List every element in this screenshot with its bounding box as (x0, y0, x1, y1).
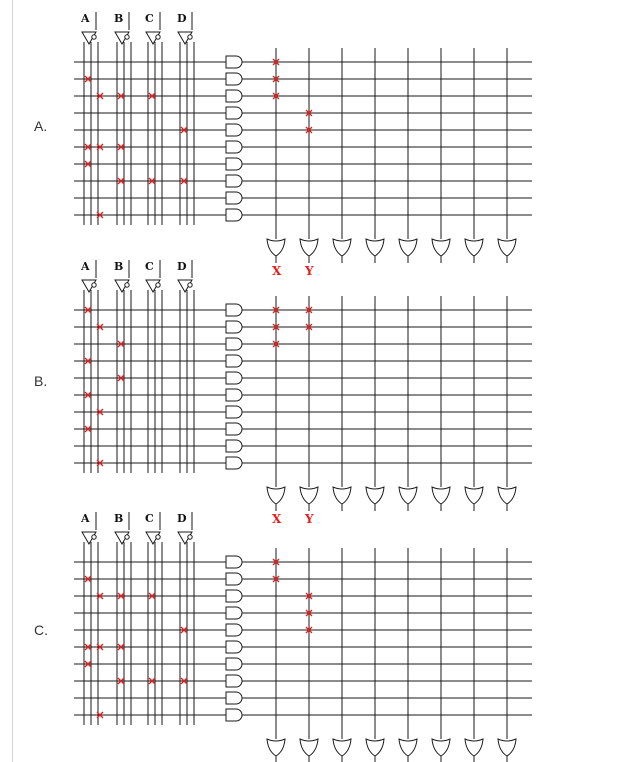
and-gate (226, 573, 242, 585)
inverter-bubble (92, 535, 96, 539)
and-gate (226, 372, 242, 384)
and-gate (226, 423, 242, 435)
or-gate (432, 239, 450, 256)
input-label: D (177, 12, 187, 25)
option-a-pla-diagram[interactable] (66, 10, 536, 278)
and-gate (226, 658, 242, 670)
option-c-label: C. (34, 622, 48, 638)
or-gate (333, 487, 351, 504)
question-left-border (12, 0, 13, 762)
inverter-bubble (92, 283, 96, 287)
and-gate (226, 624, 242, 636)
and-gate (226, 56, 242, 68)
or-gate (432, 739, 450, 756)
and-gate (226, 556, 242, 568)
input-label: D (177, 512, 187, 525)
and-gate (226, 590, 242, 602)
input-label: A (81, 512, 90, 525)
or-gate (333, 239, 351, 256)
and-gate (226, 158, 242, 170)
and-gate (226, 124, 242, 136)
and-gate (226, 321, 242, 333)
and-gate (226, 304, 242, 316)
or-gate (399, 239, 417, 256)
output-label: Y (305, 264, 314, 278)
input-label: C (145, 512, 154, 525)
or-gate (300, 739, 318, 756)
inverter-bubble (156, 283, 160, 287)
and-gate (226, 90, 242, 102)
or-gate (498, 487, 516, 504)
and-gate (226, 440, 242, 452)
and-gate (226, 406, 242, 418)
and-gate (226, 692, 242, 704)
inverter-bubble (188, 35, 192, 39)
output-label: X (272, 512, 282, 526)
input-label: B (114, 260, 124, 273)
and-gate (226, 675, 242, 687)
and-gate (226, 107, 242, 119)
and-gate (226, 338, 242, 350)
and-gate (226, 457, 242, 469)
or-gate (300, 239, 318, 256)
and-gate (226, 175, 242, 187)
or-gate (366, 739, 384, 756)
inverter-bubble (156, 35, 160, 39)
output-label: X (272, 264, 282, 278)
input-label: B (114, 12, 124, 25)
inverter-bubble (125, 535, 129, 539)
and-gate (226, 141, 242, 153)
or-gate (498, 239, 516, 256)
input-label: C (145, 12, 154, 25)
output-label: Y (305, 512, 314, 526)
or-gate (267, 239, 285, 256)
and-gate (226, 192, 242, 204)
or-gate (465, 739, 483, 756)
or-gate (267, 487, 285, 504)
input-label: A (81, 260, 90, 273)
and-gate (226, 355, 242, 367)
or-gate (465, 239, 483, 256)
and-gate (226, 641, 242, 653)
or-gate (432, 487, 450, 504)
input-label: A (81, 12, 90, 25)
or-gate (465, 487, 483, 504)
input-label: C (145, 260, 154, 273)
inverter-bubble (188, 535, 192, 539)
inverter-bubble (125, 35, 129, 39)
option-b-pla-diagram[interactable] (66, 258, 526, 526)
input-label: D (177, 260, 187, 273)
or-gate (399, 739, 417, 756)
inverter-bubble (92, 35, 96, 39)
and-gate (226, 607, 242, 619)
option-c-pla-diagram[interactable] (66, 510, 534, 742)
and-gate (226, 209, 242, 221)
or-gate (267, 739, 285, 756)
or-gate (366, 239, 384, 256)
or-gate (300, 487, 318, 504)
or-gate (498, 739, 516, 756)
and-gate (226, 709, 242, 721)
option-b-label: B. (34, 373, 48, 389)
or-gate (333, 739, 351, 756)
and-gate (226, 389, 242, 401)
option-a-label: A. (34, 118, 48, 134)
and-gate (226, 73, 242, 85)
or-gate (399, 487, 417, 504)
inverter-bubble (156, 535, 160, 539)
input-label: B (114, 512, 124, 525)
inverter-bubble (188, 283, 192, 287)
or-gate (366, 487, 384, 504)
inverter-bubble (125, 283, 129, 287)
